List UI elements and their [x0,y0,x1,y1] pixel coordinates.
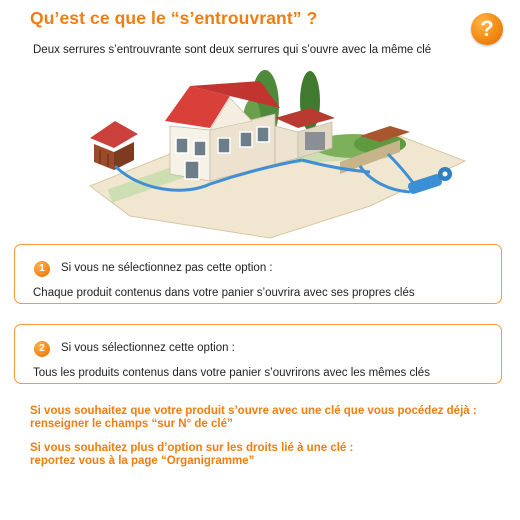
step-number-badge: 1 [34,261,50,277]
option-description: Chaque produit contenus dans votre panier s’ouvrira avec ses propres clés [33,287,415,299]
option-description: Tous les produits contenus dans votre panier s’ouvrirons avec les mêmes clés [33,367,430,379]
option-box-no-selection [14,244,502,304]
page-title: Qu’est ce que le “s’entrouvrant” ? [30,8,318,28]
option-heading: Si vous ne sélectionnez pas cette option : [61,262,273,274]
help-button[interactable]: ? [471,13,503,45]
note-organigramme [30,442,353,468]
step-number-badge: 2 [34,341,50,357]
house-locks-illustration [70,66,470,242]
note-line: reportez vous à la page “Organigramme” [30,455,255,467]
note-line: Si vous souhaitez plus d’option sur les droits lié à une clé : [30,442,354,454]
option-heading: Si vous sélectionnez cette option : [61,342,235,354]
page-subtitle: Deux serrures s’entrouvrante sont deux serrures qui s’ouvre avec la même clé [33,44,432,56]
note-line: Si vous souhaitez que votre produit s’ouvre avec une clé que vous pocédez déjà : [30,405,477,417]
note-line: renseigner le champs “sur N° de clé” [30,418,233,430]
option-box-selection [14,324,502,384]
note-existing-key [30,405,477,431]
